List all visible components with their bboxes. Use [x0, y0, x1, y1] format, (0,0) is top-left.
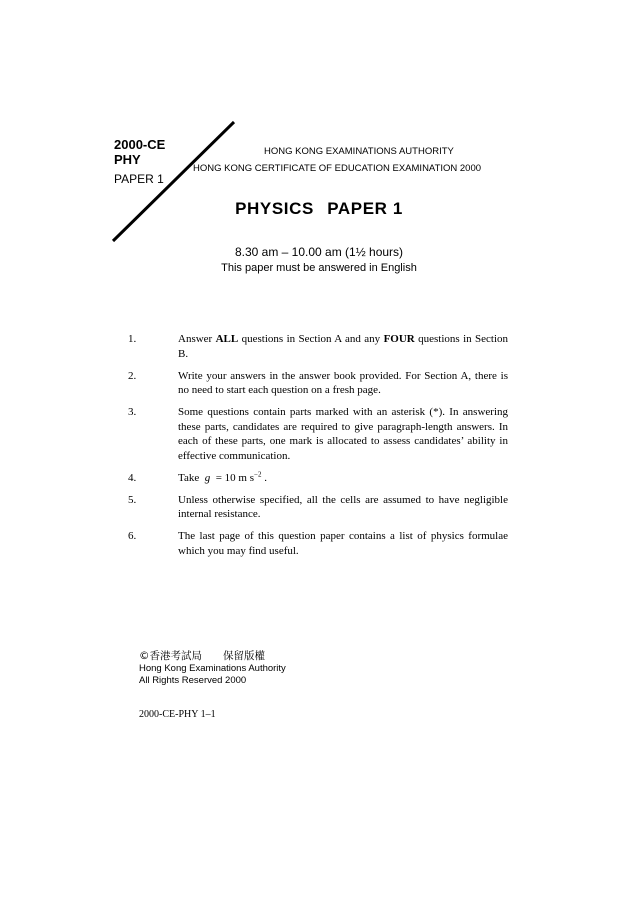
subject-code: PHY	[114, 152, 141, 167]
diagonal-stroke	[113, 122, 234, 241]
copyright-chinese	[139, 648, 265, 663]
copyright-chinese-text: 香港考試局 保留版權	[149, 650, 265, 662]
instruction-text: Unless otherwise specified, all the cells are assumed to have negligible internal resistance.	[178, 493, 508, 520]
instruction-item	[128, 529, 508, 558]
language-note: This paper must be answered in English	[221, 262, 417, 274]
instruction-text-part: questions in Section B.	[178, 333, 509, 360]
instruction-item	[128, 332, 508, 361]
instruction-number: 1.	[128, 333, 137, 345]
instruction-text-part: .	[264, 471, 267, 484]
authority-name: HONG KONG EXAMINATIONS AUTHORITY	[264, 146, 454, 157]
page-title	[0, 199, 638, 219]
instruction-text	[178, 471, 508, 486]
instructions-list	[128, 332, 508, 566]
instruction-number: 4.	[128, 471, 137, 484]
exam-time: 8.30 am – 10.00 am (1½ hours)	[234, 245, 404, 259]
instruction-item	[128, 493, 508, 522]
instruction-emphasis: FOUR	[383, 333, 415, 345]
copyright-rights: All Rights Reserved 2000	[139, 675, 247, 686]
title-subject: PHYSICS	[235, 199, 314, 218]
title-paper: PAPER 1	[327, 199, 403, 218]
instruction-text: Write your answers in the answer book provided. For Section A, there is no need to start each question on a fresh page.	[178, 369, 508, 396]
unit-exponent: −2	[254, 469, 262, 478]
instruction-text-part: Take	[178, 471, 200, 484]
gravity-symbol: g	[204, 471, 211, 484]
instruction-number: 3.	[128, 406, 137, 418]
instruction-text	[178, 332, 508, 361]
instruction-item	[128, 405, 508, 463]
instruction-number: 6.	[128, 530, 137, 542]
instruction-text-part: Answer	[178, 333, 216, 345]
diagonal-divider-line	[110, 120, 250, 245]
instruction-number: 2.	[128, 369, 137, 382]
paper-code: 2000-CE	[114, 137, 166, 152]
paper-number: PAPER 1	[114, 172, 164, 186]
copyright-icon: ©	[139, 650, 150, 662]
instruction-text: The last page of this question paper contains a list of physics formulae which you may find useful.	[178, 530, 508, 557]
instruction-number: 5.	[128, 493, 137, 506]
copyright-holder: Hong Kong Examinations Authority	[139, 663, 286, 674]
instruction-emphasis: ALL	[215, 333, 239, 345]
instruction-item	[128, 471, 508, 486]
instruction-text: Some questions contain parts marked with an asterisk (*). In answering these parts, candidates are required to give paragraph-length answers. In each of these parts, one mark is allocated to assess candidates’ ability in effective communication.	[178, 406, 508, 462]
page-footer-code: 2000-CE-PHY 1–1	[139, 709, 216, 720]
instruction-text-part: questions in Section A and any	[238, 333, 384, 345]
gravity-value: = 10 m s	[215, 471, 255, 484]
instruction-item	[128, 369, 508, 398]
exam-name: HONG KONG CERTIFICATE OF EDUCATION EXAMINATION 2000	[193, 163, 482, 174]
